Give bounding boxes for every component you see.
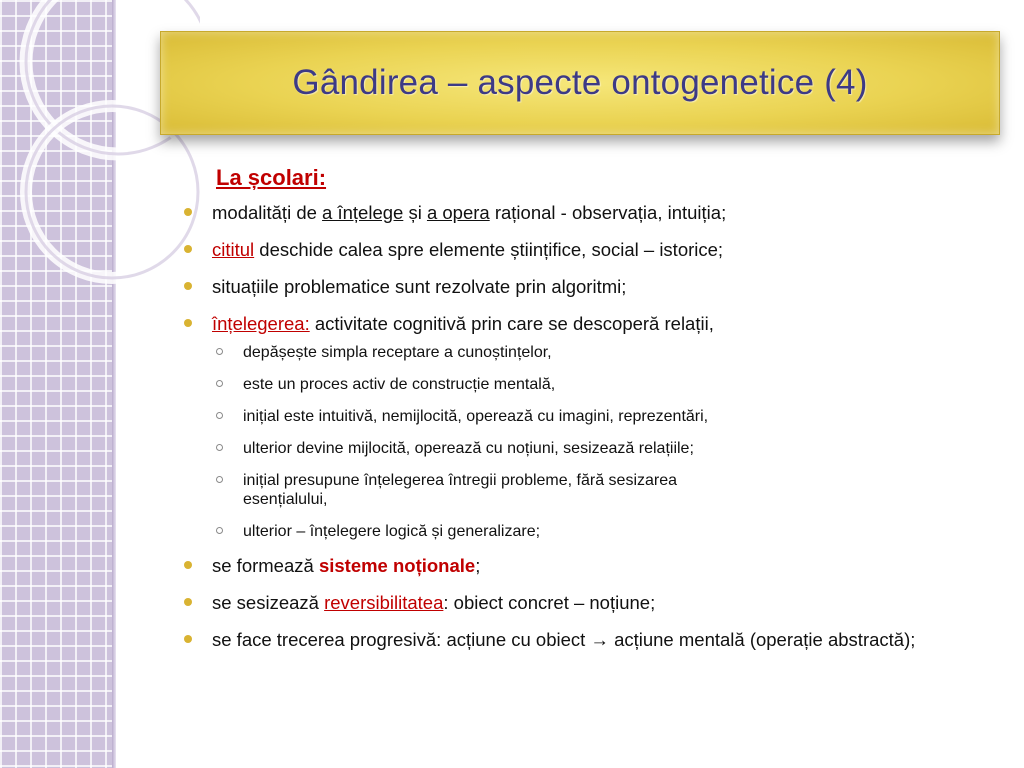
sub-bullet-list [178,343,998,541]
slide-title: Gândirea – aspecte ontogenetice (4) [292,63,868,102]
bullet-item [178,312,998,335]
ring-bullet-icon [216,476,223,483]
bullet-item [178,238,998,261]
sub-bullet-text: inițial este intuitivă, nemijlocită, operează cu imagini, reprezentări, [243,408,709,425]
bullet-text: se sesizează [212,592,325,613]
sub-bullet-item [178,471,998,509]
bullet-text: activitate cognitivă prin care se descoperă relații, [309,313,714,334]
bullet-item [178,554,998,577]
bullet-text: : obiect concret – noțiune; [443,592,656,613]
bullet-text: deschide calea spre elemente științifice, social – istorice; [254,239,724,260]
bullet-item [178,275,998,298]
bullet-item [178,201,998,224]
sub-bullet-item [178,343,998,362]
sub-bullet-item [178,375,998,394]
bullet-text: rațional - observația, intuiția; [489,202,727,223]
sub-bullet-text: ulterior – înțelegere logică și generalizare; [243,523,541,540]
title-banner [160,31,1000,135]
bullet-dot-icon [184,635,192,643]
bullet-dot-icon [184,319,192,327]
bullet-list [178,201,998,335]
bullet-dot-icon [184,598,192,606]
bullet-text: ; [475,555,481,576]
highlighted-term: reversibilitatea [324,592,444,613]
bullet-text: situațiile problematice sunt rezolvate prin algoritmi; [212,276,627,297]
bullet-item [178,628,998,651]
bullet-text: și [403,202,427,223]
bullet-item [178,591,998,614]
sub-bullet-item [178,439,998,458]
highlighted-term: înțelegerea: [212,313,310,334]
underlined-term: a opera [426,202,490,223]
ring-bullet-icon [216,412,223,419]
section-heading: La școlari: [216,165,327,190]
bullet-list-continued [178,554,998,651]
bullet-dot-icon [184,245,192,253]
ring-bullet-icon [216,348,223,355]
sub-bullet-text: inițial presupune înțelegerea întregii probleme, fără sesizarea esențialului, [243,472,678,508]
bullet-dot-icon [184,282,192,290]
bullet-dot-icon [184,561,192,569]
slide-content [178,165,998,665]
sub-bullet-text: depășește simpla receptare a cunoștințelor, [243,344,552,361]
bullet-dot-icon [184,208,192,216]
sub-bullet-item [178,522,998,541]
ring-bullet-icon [216,527,223,534]
bullet-text: se face trecerea progresivă: acțiune cu obiect → acțiune mentală (operație abstractă); [212,629,916,650]
underlined-term: a înțelege [322,202,404,223]
ring-bullet-icon [216,380,223,387]
sub-bullet-text: ulterior devine mijlocită, operează cu noțiuni, sesizează relațiile; [243,440,694,457]
ring-bullet-icon [216,444,223,451]
sub-bullet-item [178,407,998,426]
sub-bullet-text: este un proces activ de construcție mentală, [243,376,556,393]
highlighted-term: cititul [212,239,255,260]
bullet-text: modalități de [212,202,323,223]
bullet-text: se formează [212,555,319,576]
bold-term: sisteme noționale [318,555,476,576]
